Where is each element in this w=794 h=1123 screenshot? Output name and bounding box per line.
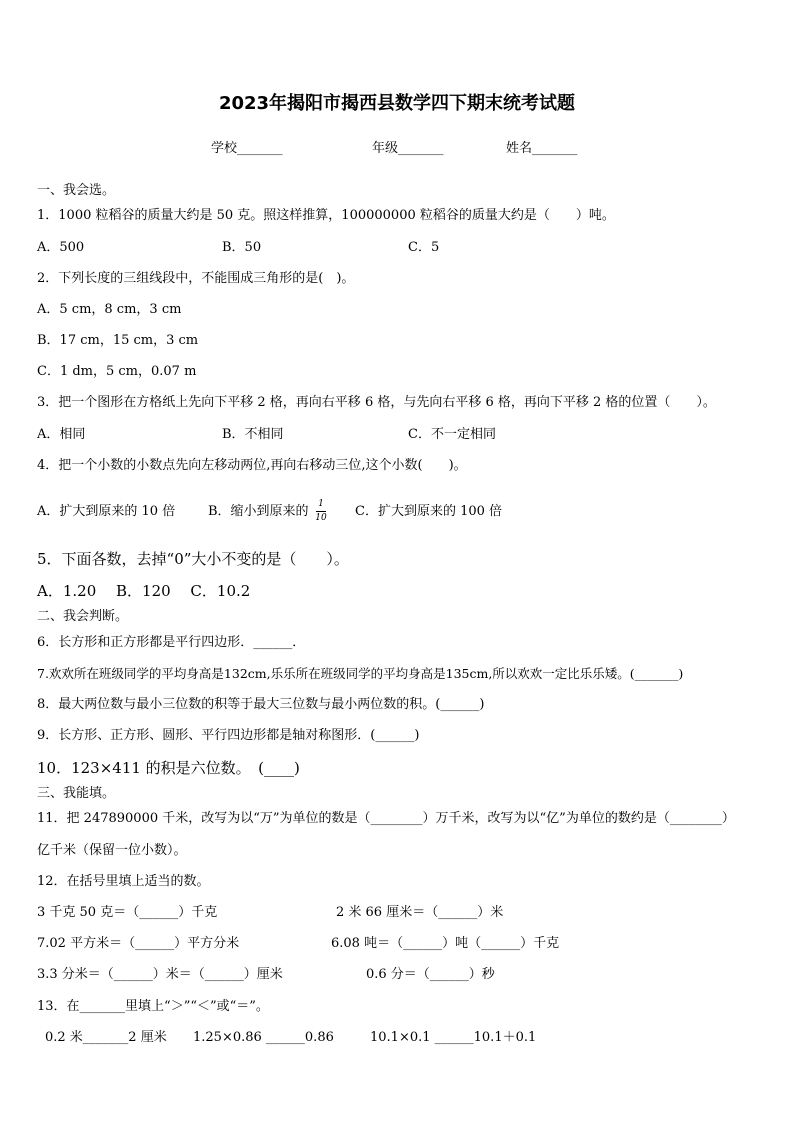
- section-1-header: 一、我会选。: [37, 183, 116, 198]
- question-12: 12．在括号里填上适当的数。: [37, 874, 210, 889]
- q1-option-a: A．500: [37, 240, 85, 255]
- question-9: 9．长方形、正方形、圆形、平行四边形都是轴对称图形．(______): [37, 728, 420, 743]
- page-title: 2023年揭阳市揭西县数学四下期末统考试题: [218, 93, 576, 114]
- q13-item-1: 0.2 米_______2 厘米: [45, 1030, 167, 1045]
- question-7: 7.欢欢所在班级同学的平均身高是132cm,乐乐所在班级同学的平均身高是135cm,所以欢欢一定比乐乐矮。(_______): [37, 666, 684, 681]
- grade-field: 年级_______: [372, 141, 444, 156]
- question-13: 13．在_______里填上“＞”“＜”或“＝”。: [37, 999, 269, 1014]
- q2-option-c: C．1 dm，5 cm，0.07 m: [37, 364, 197, 379]
- question-11-line-2: 亿千米（保留一位小数）。: [37, 843, 187, 858]
- q13-item-2: 1.25×0.86 ______0.86: [193, 1030, 334, 1045]
- question-5: 5．下面各数，去掉“0”大小不变的是（ ）。: [37, 550, 349, 568]
- name-field: 姓名_______: [506, 141, 578, 156]
- q5-options: A．1.20 B．120 C．10.2: [37, 582, 251, 600]
- q12-item-5: 3.3 分米＝（______）米＝（______）厘米: [37, 967, 283, 982]
- question-2: 2．下列长度的三组线段中，不能围成三角形的是( )。: [37, 271, 355, 286]
- q3-option-b: B．不相同: [222, 427, 284, 442]
- question-3: 3．把一个图形在方格纸上先向下平移 2 格，再向右平移 6 格，与先向右平移 6 格，再向下平移 2 格的位置（ ）。: [37, 395, 716, 410]
- fraction-denominator: 10: [315, 513, 327, 523]
- question-6: 6．长方形和正方形都是平行四边形．______．: [37, 635, 306, 650]
- q1-option-b: B．50: [222, 240, 262, 255]
- q12-item-4: 6.08 吨＝（______）吨（______）千克: [331, 936, 560, 951]
- fraction-numerator: 1: [318, 499, 324, 509]
- question-10: 10．123×411 的积是六位数。 (____): [37, 759, 300, 777]
- q12-item-6: 0.6 分＝（______）秒: [366, 967, 495, 982]
- q2-option-b: B．17 cm，15 cm，3 cm: [37, 333, 199, 348]
- section-3-header: 三、我能填。: [37, 786, 116, 801]
- question-4: 4．把一个小数的小数点先向左移动两位,再向右移动三位,这个小数( )。: [37, 458, 467, 473]
- q1-option-c: C．5: [408, 240, 440, 255]
- q4-option-a: A．扩大到原来的 10 倍: [37, 504, 176, 519]
- q4-option-b: B．缩小到原来的: [208, 504, 309, 519]
- question-11-line-1: 11．把 247890000 千米，改写为以“万”为单位的数是（________）万千米，改写为以“亿”为单位的数约是（________）: [37, 811, 735, 826]
- school-field: 学校_______: [211, 141, 283, 156]
- q12-item-1: 3 千克 50 克＝（______）千克: [37, 905, 218, 920]
- question-1: 1．1000 粒稻谷的质量大约是 50 克。照这样推算，100000000 粒稻谷的质量大约是（ ）吨。: [37, 208, 615, 223]
- q3-option-a: A．相同: [37, 427, 86, 442]
- q2-option-a: A．5 cm，8 cm，3 cm: [37, 302, 182, 317]
- section-2-header: 二、我会判断。: [37, 609, 129, 624]
- q12-item-2: 2 米 66 厘米＝（______）米: [336, 905, 504, 920]
- q4-option-c: C．扩大到原来的 100 倍: [355, 504, 503, 519]
- question-8: 8．最大两位数与最小三位数的积等于最大三位数与最小两位数的积。(______): [37, 697, 485, 712]
- fraction-bar: [316, 511, 326, 512]
- q12-item-3: 7.02 平方米＝（______）平方分米: [37, 936, 240, 951]
- q13-item-3: 10.1×0.1 ______10.1＋0.1: [370, 1030, 537, 1045]
- q3-option-c: C．不一定相同: [408, 427, 496, 442]
